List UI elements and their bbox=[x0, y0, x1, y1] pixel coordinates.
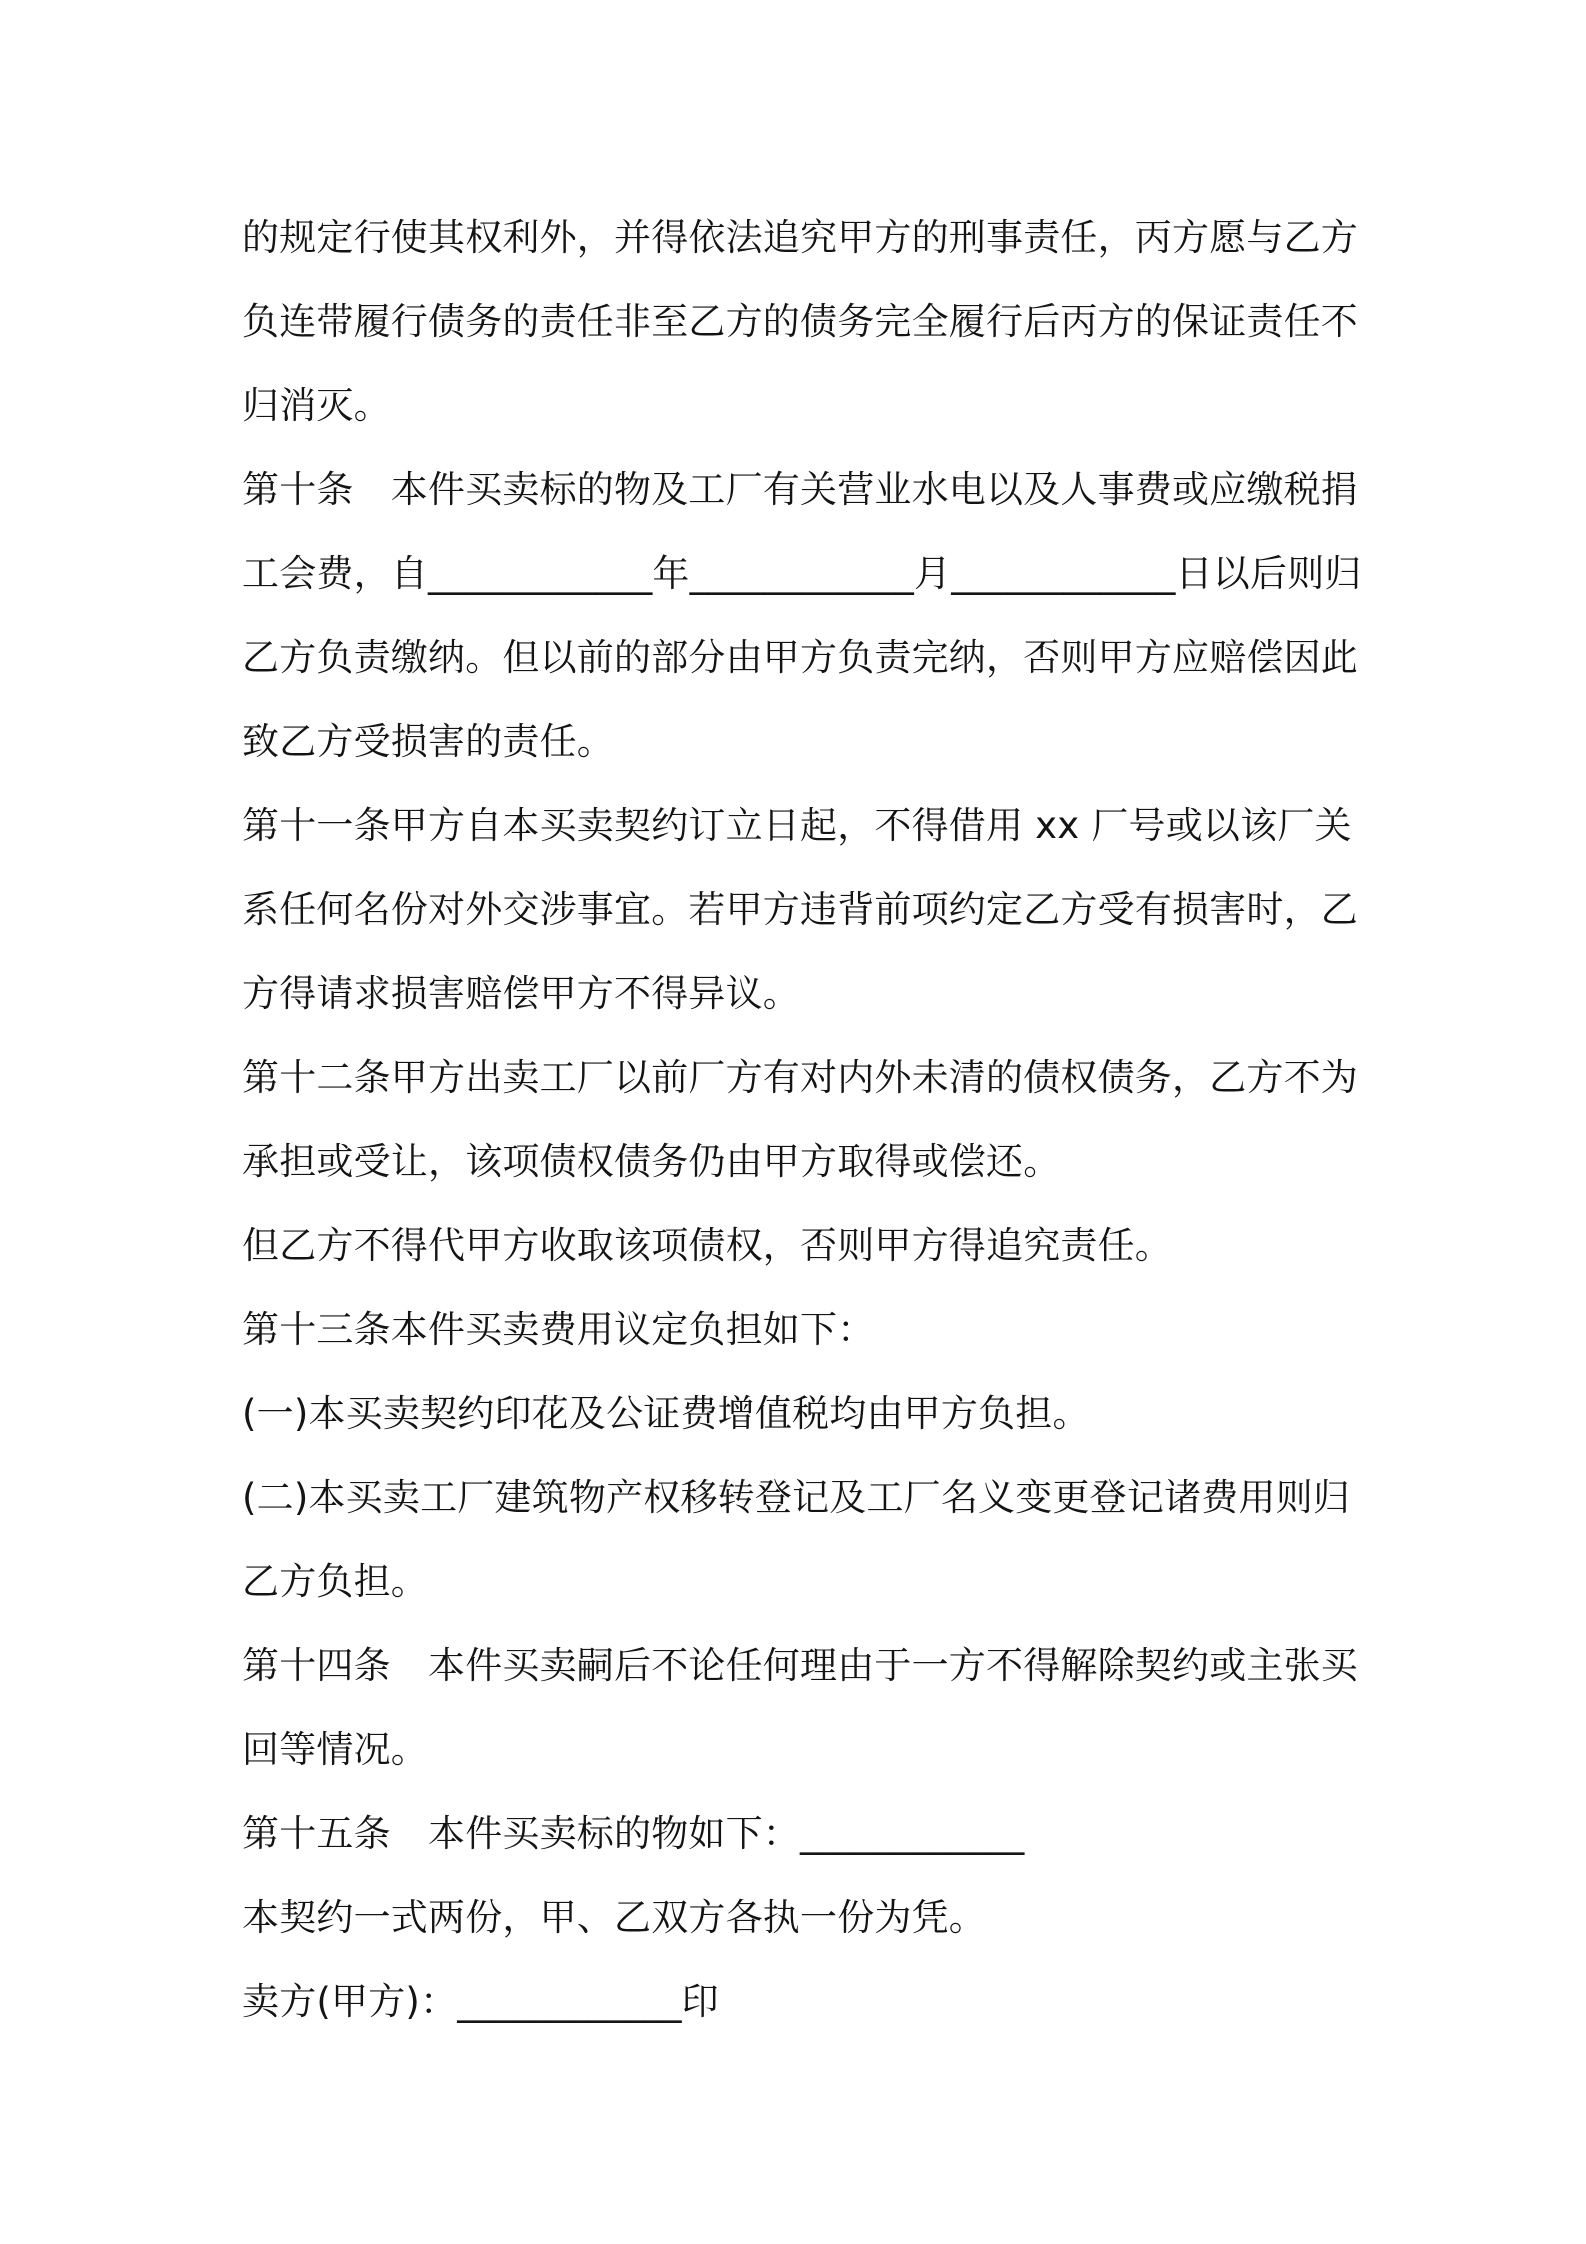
clause-15: 第十五条 本件买卖标的物如下：____________ bbox=[242, 1812, 1025, 1855]
clause-14: 第十四条 本件买卖嗣后不论任何理由于一方不得解除契约或主张买回等情况。 bbox=[242, 1644, 1358, 1771]
document-body bbox=[242, 196, 1362, 2044]
clause-13-item-2: (二)本买卖工厂建筑物产权移转登记及工厂名义变更登记诸费用则归乙方负担。 bbox=[242, 1476, 1351, 1603]
paragraph-continuation: 的规定行使其权利外，并得依法追究甲方的刑事责任，丙方愿与乙方负连带履行债务的责任非至乙方的债务完全履行后丙方的保证责任不归消灭。 bbox=[242, 216, 1358, 427]
seller-signature-line: 卖方(甲方)：____________印 bbox=[242, 1980, 719, 2023]
clause-12: 第十二条甲方出卖工厂以前厂方有对内外未清的债权债务，乙方不为承担或受让，该项债权债务仍由甲方取得或偿还。 bbox=[242, 1056, 1358, 1183]
clause-13: 第十三条本件买卖费用议定负担如下： bbox=[242, 1308, 875, 1351]
clause-13-item-1: (一)本买卖契约印花及公证费增值税均由甲方负担。 bbox=[242, 1392, 1090, 1435]
clause-12-note: 但乙方不得代甲方收取该项债权，否则甲方得追究责任。 bbox=[242, 1224, 1172, 1267]
clause-11: 第十一条甲方自本买卖契约订立日起，不得借用 xx 厂号或以该厂关系任何名份对外交涉事宜。若甲方违背前项约定乙方受有损害时，乙方得请求损害赔偿甲方不得异议。 bbox=[242, 804, 1358, 1015]
copies-statement: 本契约一式两份，甲、乙双方各执一份为凭。 bbox=[242, 1896, 986, 1939]
clause-10: 第十条 本件买卖标的物及工厂有关营业水电以及人事费或应缴税捐工会费，自____________年____________月____________日以后则归乙方负责缴纳。但以前的部分由甲方负责完纳，否则甲方应赔偿因此致乙方受损害的责任。 bbox=[242, 468, 1362, 763]
